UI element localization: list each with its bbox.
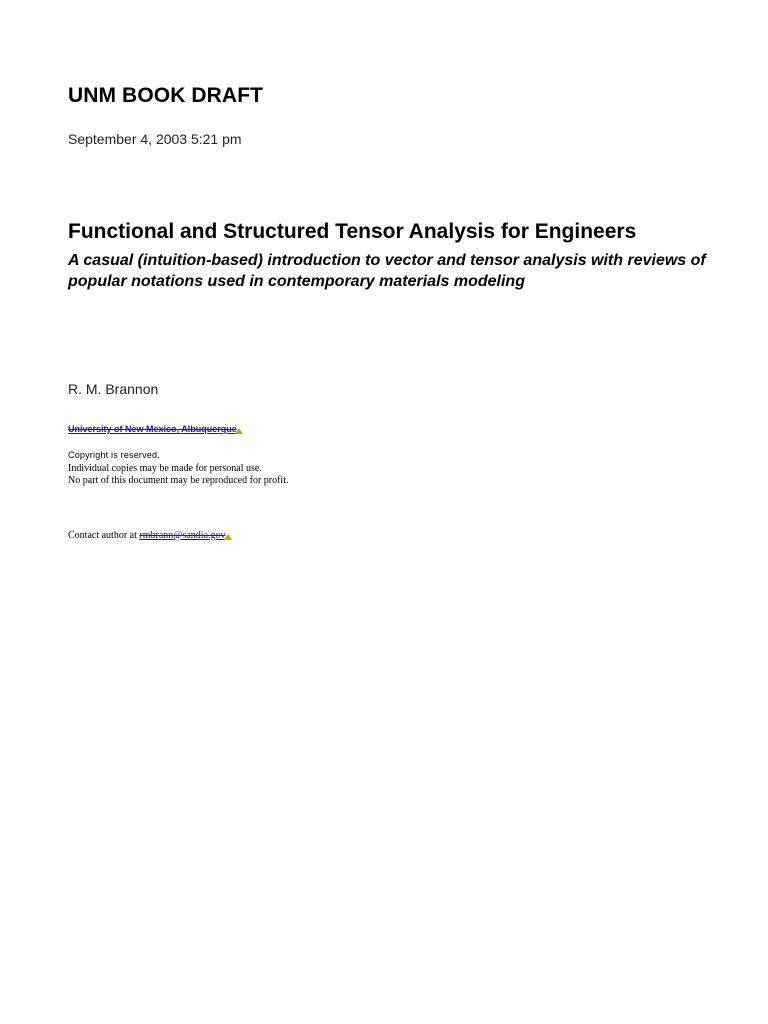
profit-notice: No part of this document may be reproduced for profit.: [68, 475, 289, 486]
draft-title: UNM BOOK DRAFT: [68, 84, 264, 107]
contact-prefix: Contact author at: [68, 530, 140, 541]
draft-date: September 4, 2003 5:21 pm: [68, 131, 242, 147]
affiliation-text[interactable]: University of New Mexico, Albuquerque: [68, 424, 237, 434]
document-subtitle: A casual (intuition-based) introduction to vector and tensor analysis with reviews of popular notations used in contemporary materials modeling: [68, 252, 706, 290]
revision-marker-icon: [235, 428, 243, 434]
copyright-notice: Copyright is reserved.: [68, 450, 160, 460]
revision-marker-icon: [224, 534, 232, 540]
author-name: R. M. Brannon: [68, 381, 159, 397]
contact-line: [68, 530, 232, 541]
affiliation-link[interactable]: [68, 424, 243, 434]
document-title: Functional and Structured Tensor Analysis for Engineers: [68, 220, 637, 243]
contact-email-link[interactable]: rmbrann@sandia.gov: [139, 530, 226, 541]
copies-notice: Individual copies may be made for personal use.: [68, 463, 262, 474]
